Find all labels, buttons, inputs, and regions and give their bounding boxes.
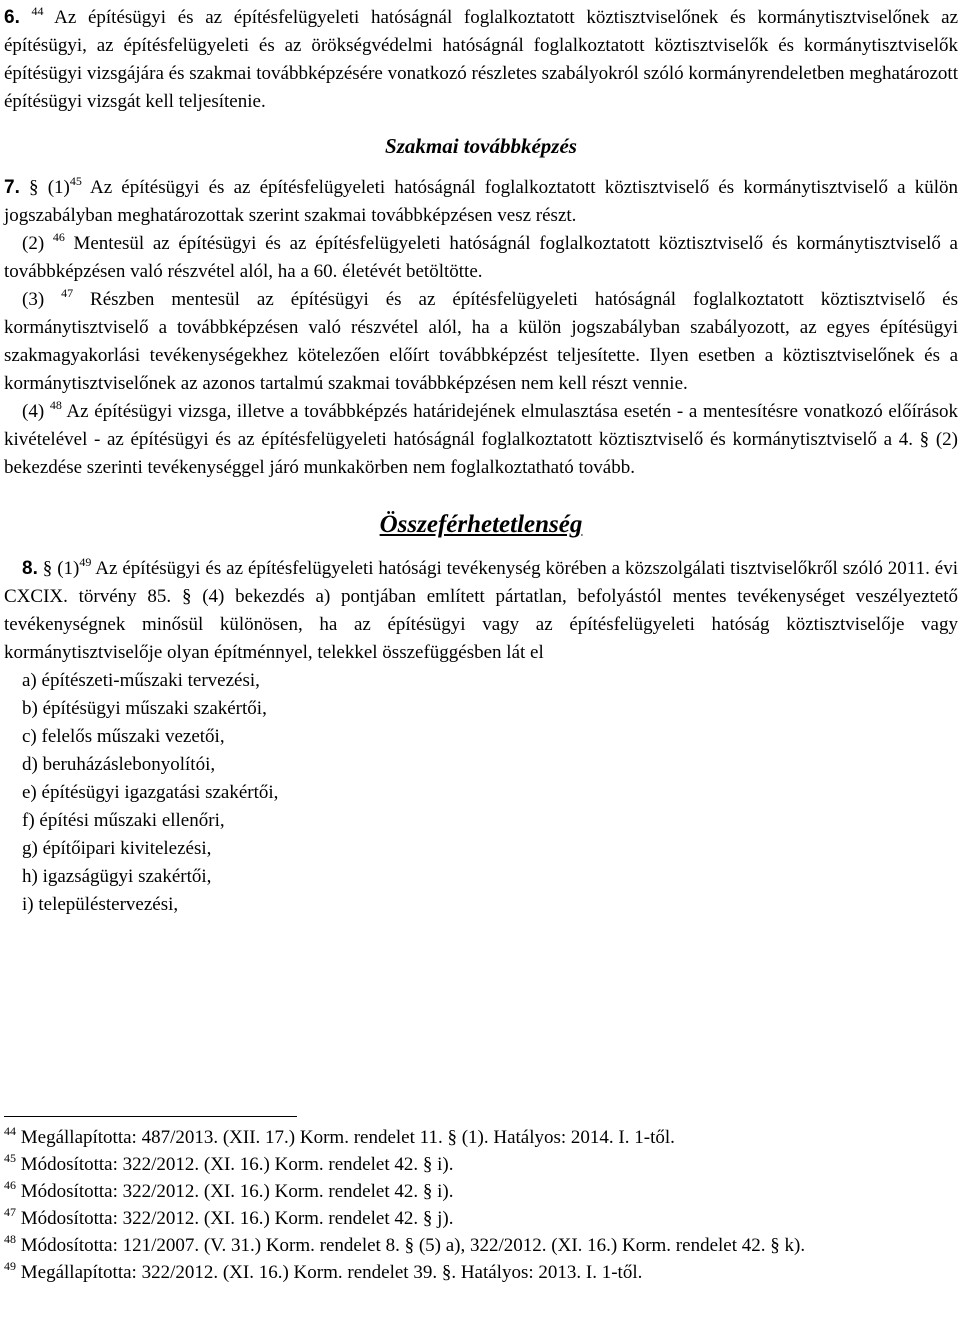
footnote-number: 45: [4, 1151, 16, 1165]
footnote-text: Módosította: 322/2012. (XI. 16.) Korm. rendelet 42. § i).: [16, 1181, 454, 1202]
footnote-text: Megállapította: 322/2012. (XI. 16.) Korm. rendelet 39. §. Hatályos: 2013. I. 1-től.: [16, 1262, 643, 1283]
section-6-paragraph: [4, 4, 958, 116]
section-7-subsection-1: [4, 174, 958, 230]
footnote-ref[interactable]: 45: [69, 174, 82, 188]
footnote-number: 44: [4, 1124, 16, 1138]
footnote-ref[interactable]: 49: [79, 555, 92, 569]
section-7-subsection-2: [4, 230, 958, 286]
list-item: d) beruházáslebonyolítói,: [22, 754, 216, 775]
footnotes: [4, 1124, 958, 1286]
footnote-item: [4, 1178, 958, 1205]
paragraph-text: Mentesül az építésügyi és az építésfelügyeleti hatóságnál foglalkoztatott köztisztviselő és kormánytisztviselő a továbbképzésen való részvétel alól, ha a 60. életévét betöltötte.: [4, 233, 958, 282]
footnote-item: [4, 1124, 958, 1151]
paragraph-text: Az építésügyi és az építésfelügyeleti hatóságnál foglalkoztatott köztisztviselőnek és kormánytisztviselőnek az építésügyi, az építésfelügyeleti és az örökségvédelmi hatóságnál foglalkoztatott köztisztviselők és kormánytisztviselők építésügyi vizsgájára és szakmai továbbképzésére vonatkozó részletes szabályokról szóló kormányrendeletben meghatározott építésügyi vizsgát kell teljesítenie.: [4, 7, 958, 112]
list-item: e) építésügyi igazgatási szakértői,: [22, 782, 279, 803]
footnote-ref[interactable]: 48: [49, 398, 62, 412]
footnote-item: [4, 1259, 958, 1286]
footnote-text: Módosította: 322/2012. (XI. 16.) Korm. rendelet 42. § j).: [16, 1208, 454, 1229]
list-item: f) építési műszaki ellenőri,: [22, 810, 225, 831]
paragraph-text: Az építésügyi vizsga, illetve a továbbképzés határidejének elmulasztása esetén - a mentesítésre vonatkozó előírások kivételével - az építésügyi és az építésfelügyeleti hatóságnál foglalkoztatott köztisztviselő és kormánytisztviselő a 4. § (2) bekezdése szerinti tevékenységgel járó munkakörben nem foglalkoztatható tovább.: [4, 401, 959, 478]
subsection-lead: (3): [22, 289, 45, 310]
list-item: b) építésügyi műszaki szakértői,: [22, 698, 267, 719]
paragraph-text: Részben mentesül az építésügyi és az építésfelügyeleti hatóságnál foglalkoztatott köztisztviselő és kormánytisztviselő a továbbképzésen való részvétel alól, ha a külön jogszabályban szabályozott, az egyes építésügyi szakmagyakorlási tevékenységekhez kötelezően előírt továbbképzést teljesítette. Ilyen esetben a köztisztviselőnek és a kormánytisztviselőnek az azonos tartalmú szakmai továbbképzésen nem kell részt vennie.: [4, 289, 959, 394]
section-8-subsection-1: [4, 555, 958, 667]
footnote-text: Módosította: 322/2012. (XI. 16.) Korm. rendelet 42. § i).: [16, 1154, 454, 1175]
footnote-ref[interactable]: 44: [31, 4, 44, 18]
section-number: 7.: [4, 177, 20, 198]
footnote-number: 47: [4, 1205, 16, 1219]
footnote-ref[interactable]: 47: [61, 286, 74, 300]
activity-list: [4, 667, 958, 919]
section-7-subsection-3: [4, 286, 958, 398]
list-item: h) igazságügyi szakértői,: [22, 866, 212, 887]
paragraph-text: Az építésügyi és az építésfelügyeleti hatósági tevékenység körében a közszolgálati tisztviselőkről szóló 2011. évi CXCIX. törvény 85. § (4) bekezdés a) pontjában említett pártatlan, befolyástól mentes tevékenységet veszélyeztető tevékenységnek minősül különösen, ha az építésügyi vagy az építésfelügyeleti hatóság köztisztviselője vagy kormánytisztviselője olyan építménnyel, telekkel összefüggésben lát el: [4, 558, 958, 663]
list-item: a) építészeti-műszaki tervezési,: [22, 670, 260, 691]
footnote-item: [4, 1151, 958, 1178]
subheading-osszeferhetetlenseg: Összeférhetetlenség: [379, 511, 583, 538]
footnote-ref[interactable]: 46: [52, 230, 65, 244]
footnote-text: Módosította: 121/2007. (V. 31.) Korm. rendelet 8. § (5) a), 322/2012. (XI. 16.) Korm. rendelet 42. § k).: [16, 1235, 806, 1256]
list-item: g) építőipari kivitelezési,: [22, 838, 212, 859]
subsection-lead: (4): [22, 401, 45, 422]
subheading-szakmai-tovabbkepzes: Szakmai továbbképzés: [385, 134, 577, 158]
footnote-text: Megállapította: 487/2013. (XII. 17.) Korm. rendelet 11. § (1). Hatályos: 2014. I. 1-től.: [16, 1127, 675, 1148]
subsection-lead: § (1): [37, 558, 80, 579]
subsection-lead: § (1): [19, 177, 70, 198]
section-number: 6.: [4, 7, 20, 28]
list-item: c) felelős műszaki vezetői,: [22, 726, 225, 747]
section-7-subsection-4: [4, 398, 958, 482]
paragraph-text: Az építésügyi és az építésfelügyeleti hatóságnál foglalkoztatott köztisztviselő és kormánytisztviselő a külön jogszabályban meghatározottak szerint szakmai továbbképzésen vesz részt.: [4, 177, 958, 226]
main-text: [4, 4, 958, 919]
subsection-lead: (2): [22, 233, 45, 254]
section-number: 8.: [22, 558, 38, 579]
list-item: i) településtervezési,: [22, 894, 179, 915]
footnote-item: [4, 1232, 958, 1259]
footnote-number: 49: [4, 1259, 16, 1273]
footnote-number: 46: [4, 1178, 16, 1192]
footnote-item: [4, 1205, 958, 1232]
footnote-separator: [4, 1116, 297, 1117]
footnote-number: 48: [4, 1232, 16, 1246]
